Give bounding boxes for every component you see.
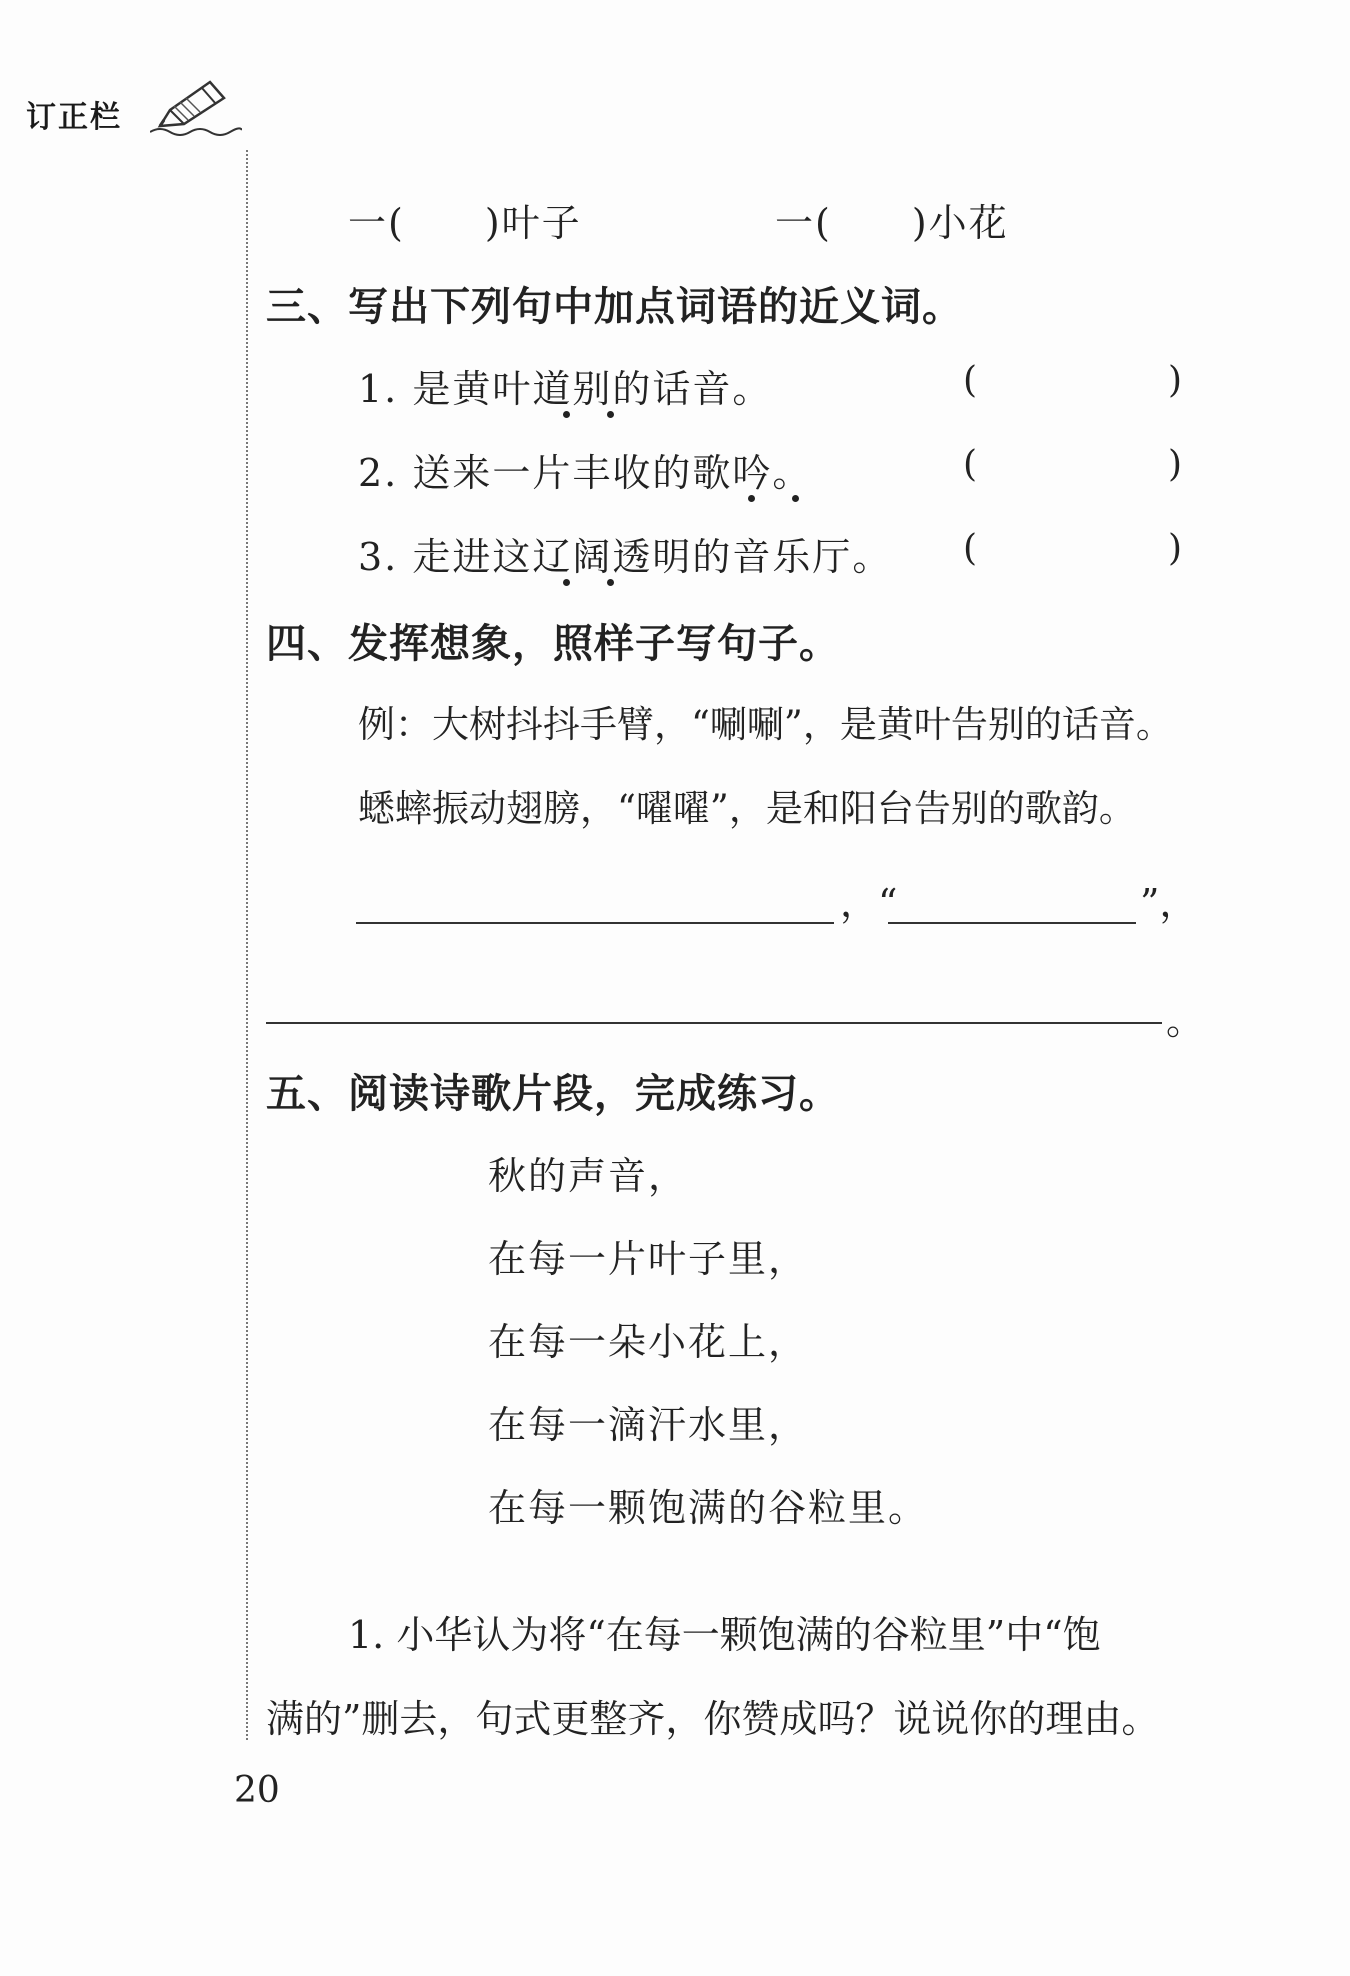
section-3-item-2: 2. 送来一片丰收的歌吟。 — [358, 451, 813, 495]
answer-paren-close: ) — [1168, 528, 1183, 569]
poem-line: 在每一颗饱满的谷粒里。 — [488, 1486, 929, 1530]
fill-in-leaves: 一( )叶子 — [348, 201, 582, 245]
section-3-item-3: 3. 走进这辽阔透明的音乐厅。 — [358, 535, 893, 579]
section-3-heading: 三、写出下列句中加点词语的近义词。 — [266, 284, 963, 330]
question-1-line-2: 满的”删去，句式更整齐，你赞成吗？说说你的理由。 — [266, 1697, 1160, 1741]
answer-paren-close: ) — [1168, 444, 1183, 485]
fill-in-flowers: 一( )小花 — [775, 201, 1009, 245]
poem-line: 在每一片叶子里， — [488, 1237, 809, 1281]
section-3-item-1: 1. 是黄叶道别的话音。 — [358, 367, 773, 411]
section-5-heading: 五、阅读诗歌片段，完成练习。 — [266, 1071, 840, 1117]
example-sentence: 例：大树抖抖手臂，“唰唰”，是黄叶告别的话音。 — [358, 703, 1173, 746]
poem-line: 在每一朵小花上， — [488, 1320, 809, 1364]
answer-blank-3[interactable] — [266, 1022, 1162, 1024]
blank-separator: ，“ — [840, 881, 898, 925]
blank-period: 。 — [1166, 999, 1205, 1043]
answer-paren-open: ( — [963, 360, 978, 401]
pencil-icon — [150, 76, 242, 136]
margin-divider — [246, 150, 248, 1740]
correction-column-label: 订正栏 — [26, 100, 122, 135]
answer-paren-open: ( — [963, 528, 978, 569]
answer-paren-open: ( — [963, 444, 978, 485]
answer-blank-2[interactable] — [888, 922, 1136, 924]
answer-blank-1[interactable] — [356, 922, 834, 924]
poem-line: 在每一滴汗水里， — [488, 1403, 809, 1447]
model-sentence: 蟋蟀振动翅膀，“嚁嚁”，是和阳台告别的歌韵。 — [358, 787, 1136, 830]
question-1-line-1: 1. 小华认为将“在每一颗饱满的谷粒里”中“饱 — [348, 1613, 1101, 1657]
page-number: 20 — [234, 1770, 280, 1811]
poem-line: 秋的声音， — [488, 1154, 689, 1198]
section-4-heading: 四、发挥想象，照样子写句子。 — [266, 621, 840, 667]
answer-paren-close: ) — [1168, 360, 1183, 401]
blank-quote-end: ”， — [1140, 881, 1198, 925]
